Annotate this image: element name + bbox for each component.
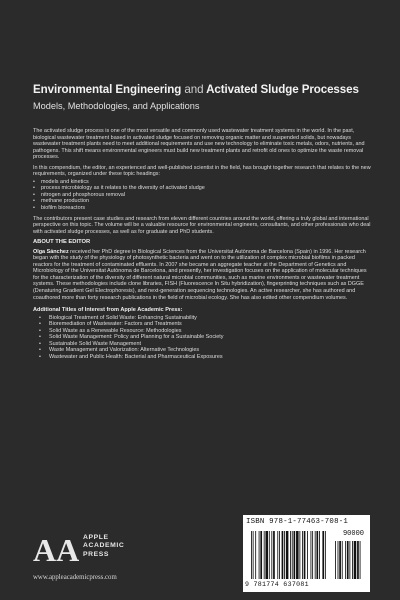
barcode-addon-bar: [342, 541, 343, 579]
isbn-text: ISBN 978-1-77463-708-1: [246, 518, 348, 526]
publisher-logo-icon: [33, 531, 79, 574]
barcode-bar: [299, 531, 300, 579]
additional-title-item: • Bioremediation of Wastewater: Factors and Treatments: [33, 321, 371, 328]
description-paragraph-2: In this compendium, the editor, an experienced and well-published scientist in the field, has brought together research that relates to the new requirements, organized under these topic headings:: [33, 164, 371, 178]
barcode-number: 9 781774 637081: [245, 581, 309, 588]
barcode-addon-bar: [335, 541, 336, 579]
topic-item: • biofilm bioreactors: [33, 205, 371, 212]
topic-item: • nitrogen and phosphorous removal: [33, 192, 371, 199]
topic-item: • process microbiology as it relates to the diversity of activated sludge: [33, 185, 371, 192]
editor-name: Olga Sánchez: [33, 248, 69, 255]
additional-title-item: • Sustainable Solid Waste Management: [33, 341, 371, 348]
barcode-bar: [251, 531, 252, 579]
barcode-bar: [304, 531, 306, 579]
barcode-bar: [307, 531, 308, 579]
barcode-bar: [325, 531, 326, 579]
topic-item: • methane production: [33, 198, 371, 205]
barcode-addon-bar: [345, 541, 346, 579]
contributors-paragraph: The contributors present case studies and research from eleven different countries around the world, offering a truly global and international perspective on this topic. The volume will be a valuable resource for environmental engineers, consultants, and other professionals who deal with activated sludge processes, as well as for graduate and PhD students.: [33, 215, 371, 235]
publisher-name: [83, 534, 124, 559]
barcode-bar: [302, 531, 303, 579]
publisher-website: www.appleacademicpress.com: [33, 574, 117, 581]
barcode-bar: [282, 531, 284, 579]
barcode-bar: [315, 531, 316, 579]
additional-title-item: • Wastewater and Public Health: Bacterial and Pharmaceutical Exposures: [33, 354, 371, 361]
barcode-addon-bar: [357, 541, 359, 579]
barcode-bar: [312, 531, 313, 579]
barcode-addon-bar: [352, 541, 353, 579]
barcode-bar: [316, 531, 318, 579]
editor-bio-text: received her PhD degree in Biological Sciences from the Universitat Autònoma de Barcelona (Spain) in 1996. Her research began with the study of the physiology of photosynthetic bacteria and went on to the utilization of complex microbial biofilms in packed reactors for the treatment of contaminated effluents. In 2007 she became an aggregate teacher at the Department of Genetics and Microbiology of the Universitat Autònoma de Barcelona, and presently, her investigation focuses on the application of molecular techniques for the characterization of the diversity of different natural microbial communities, such as marine environments or wastewater treatment systems. These methodologies include clone libraries, FISH (Fluorescence In Situ hybridization), fingerprinting techniques such as DGGE (Denaturing Gradient Gel Electrophoresis), and next-generation sequencing technologies. An active researcher, she has authored and coauthored more than forty research publications in the field of microbial ecology. She has also edited other compendium volumes.: [33, 248, 367, 301]
barcode-icon: [249, 529, 365, 581]
additional-title-item: • Solid Waste Management: Policy and Planning for a Sustainable Society: [33, 334, 371, 341]
editor-bio: [33, 249, 371, 301]
barcode-addon-bar: [339, 541, 341, 579]
barcode-bar: [273, 531, 275, 579]
topic-item: • models and kinetics: [33, 179, 371, 186]
barcode-bar: [319, 531, 320, 579]
about-editor-heading: ABOUT THE EDITOR: [33, 239, 91, 246]
additional-title-item: • Biological Treatment of Solid Waste: Enhancing Sustainability: [33, 315, 371, 322]
publisher-name-line: PRESS: [83, 550, 110, 558]
book-subtitle: Models, Methodologies, and Applications: [33, 101, 200, 111]
barcode-bar: [255, 531, 256, 579]
barcode-bar: [292, 531, 293, 579]
additional-titles-heading: Additional Titles of Interest from Apple Academic Press:: [33, 307, 183, 314]
title-and: and: [184, 83, 204, 96]
barcode-bar: [290, 531, 291, 579]
additional-title-item: • Solid Waste as a Renewable Resource: Methodologies: [33, 328, 371, 335]
additional-titles-list: [33, 315, 371, 361]
barcode-bar: [253, 531, 254, 579]
barcode-bar: [286, 531, 289, 579]
publisher-name-line: ACADEMIC: [83, 542, 125, 550]
barcode-bar: [296, 531, 299, 579]
barcode-bar: [294, 531, 296, 579]
barcode-bar: [277, 531, 278, 579]
price-code: 90000: [342, 530, 364, 538]
book-title: [33, 83, 359, 96]
barcode-bar: [271, 531, 272, 579]
barcode-panel: [243, 515, 370, 592]
barcode-bar: [269, 531, 270, 579]
publisher-logo-letters: AA: [33, 532, 79, 568]
barcode-addon-bar: [354, 541, 357, 579]
topic-list: [33, 179, 371, 212]
barcode-bar: [284, 531, 285, 579]
barcode-bar: [260, 531, 262, 579]
barcode-addon-bar: [349, 541, 350, 579]
barcode-addon-bar: [338, 541, 339, 579]
barcode-bar: [279, 531, 280, 579]
description-body: [33, 128, 371, 361]
barcode-bar: [322, 531, 324, 579]
description-paragraph-1: The activated sludge process is one of the most versatile and commonly used wastewater treatment systems in the world. In the past, biological wastewater treatment based in activated sludge focused on removing organic matter and suspended solids, but nowadays wastewater treatment plants need to meet additional requirements and use new technology to eliminate toxic metals, odors, nutrients, and pathogens. This shift means environmental engineers must build new treatment plants and retrofit old ones to optimize the waste removal processes.: [33, 128, 365, 161]
publisher-name-line: APPLE: [83, 534, 109, 541]
barcode-bar: [265, 531, 268, 579]
barcode-addon-bar: [347, 541, 349, 579]
barcode-addon-bar: [360, 541, 361, 579]
barcode-bar: [264, 531, 265, 579]
title-part-2: Activated Sludge Processes: [206, 83, 359, 96]
title-part-1: Environmental Engineering: [33, 83, 182, 96]
additional-title-item: • Waste Management and Valorization: Alternative Technologies: [33, 347, 371, 354]
barcode-bar: [259, 531, 260, 579]
barcode-bar: [311, 531, 312, 579]
